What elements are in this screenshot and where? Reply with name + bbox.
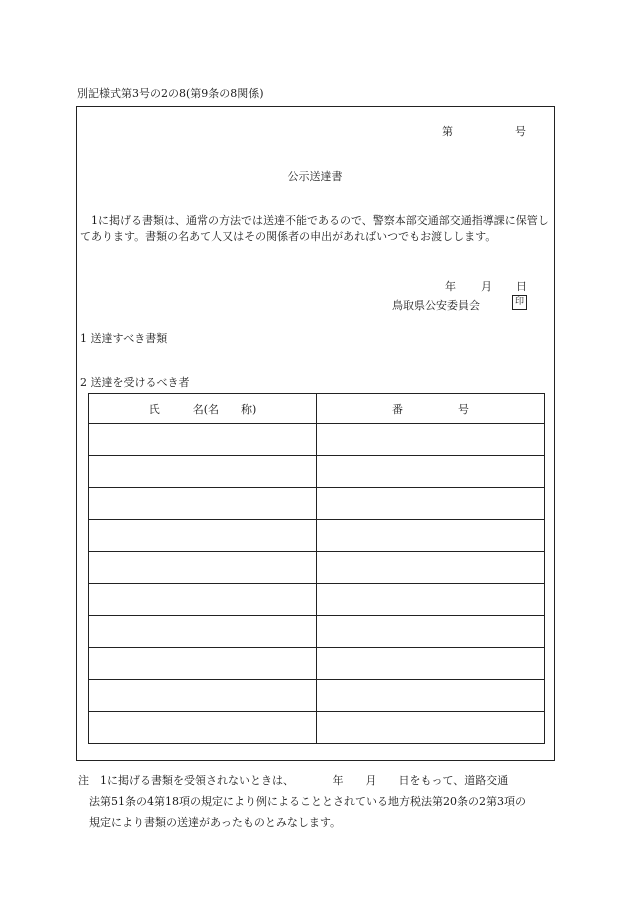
table-row [89,584,545,616]
section-recipients: 2 送達を受けるべき者 [80,376,190,389]
table-row [89,488,545,520]
name-cell[interactable] [89,424,317,456]
name-cell[interactable] [89,648,317,680]
number-cell[interactable] [317,520,545,552]
name-cell[interactable] [89,488,317,520]
table-row [89,424,545,456]
name-cell[interactable] [89,520,317,552]
footnote-line: 規定により書類の送達があったものとみなします。 [89,816,342,829]
number-cell[interactable] [317,552,545,584]
section-documents: 1 送達すべき書類 [80,332,168,345]
date-year: 年 [445,280,456,293]
column-header-number: 番 号 [317,394,545,424]
footnote-line: 注 1に掲げる書類を受領されないときは、 年 月 日をもって、道路交通 [78,774,509,787]
seal-mark: 印 [512,295,527,310]
number-cell[interactable] [317,680,545,712]
recipients-table [88,393,545,744]
name-cell[interactable] [89,712,317,744]
number-cell[interactable] [317,616,545,648]
table-row [89,456,545,488]
body-text: 1に掲げる書類は、通常の方法では送達不能であるので、警察本部交通部交通指導課に保管してあります。書類の名あて人又はその関係者の申出があればいつでもお渡しします。 [80,214,549,243]
number-cell[interactable] [317,584,545,616]
document-title: 公示送達書 [287,170,343,183]
date-month: 月 [481,280,492,293]
name-cell[interactable] [89,616,317,648]
footnote-line: 法第51条の4第18項の規定により例によることとされている地方税法第20条の2第3項の [89,795,526,808]
name-cell[interactable] [89,584,317,616]
number-cell[interactable] [317,456,545,488]
number-cell[interactable] [317,712,545,744]
form-label: 別記様式第3号の2の8(第9条の8関係) [77,87,264,100]
number-dai: 第 [442,125,453,138]
number-cell[interactable] [317,648,545,680]
issuer-name: 鳥取県公安委員会 [392,299,480,312]
table-row [89,648,545,680]
number-cell[interactable] [317,488,545,520]
name-cell[interactable] [89,552,317,584]
date-day: 日 [516,280,527,293]
name-cell[interactable] [89,680,317,712]
footnote [78,770,558,833]
table-row [89,680,545,712]
name-cell[interactable] [89,456,317,488]
table-row [89,520,545,552]
table-header-row [89,394,545,424]
table-row [89,616,545,648]
column-header-name: 氏 名(名 称) [89,394,317,424]
number-go: 号 [515,125,526,138]
table-row [89,552,545,584]
number-cell[interactable] [317,424,545,456]
table-row [89,712,545,744]
